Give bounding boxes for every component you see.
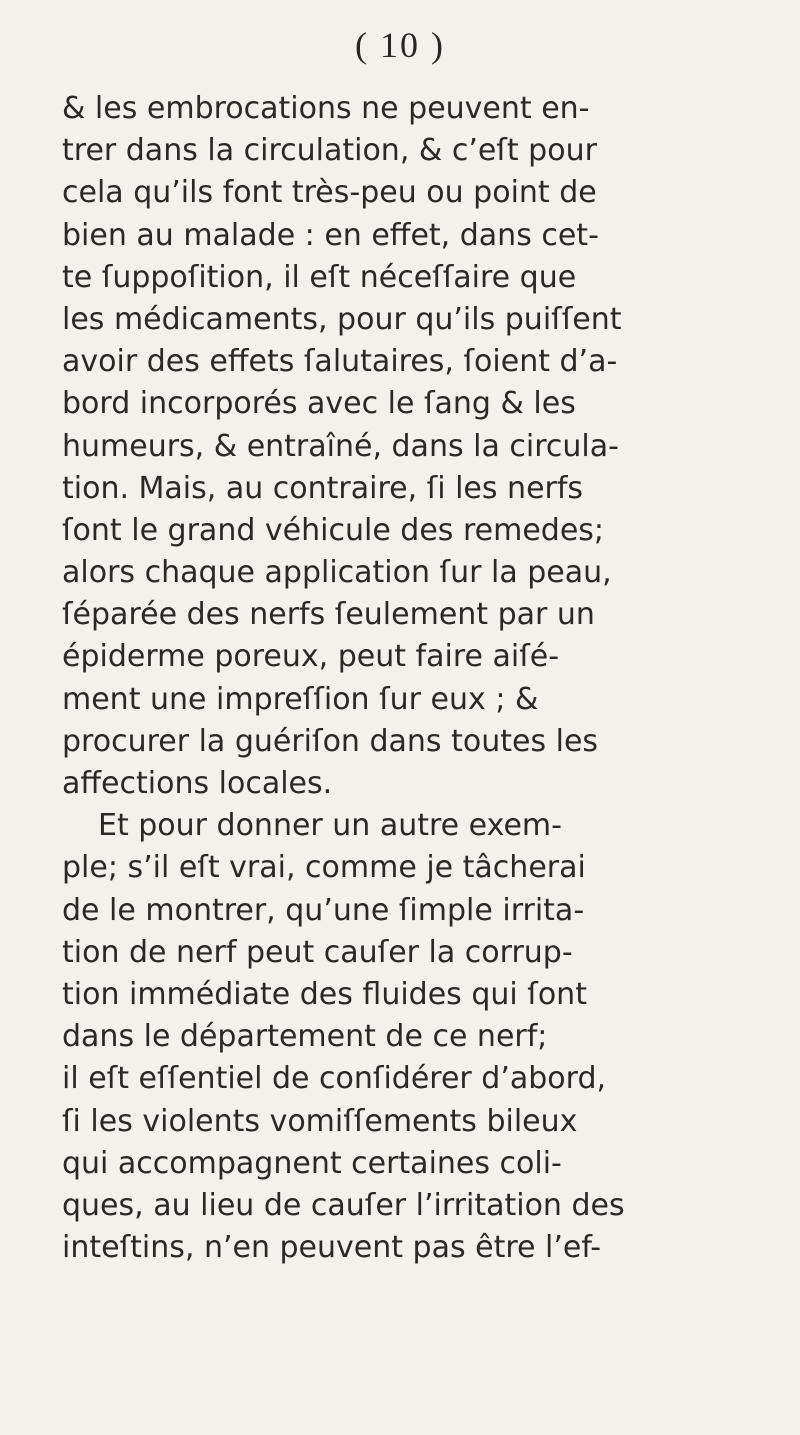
text-line: il eſt eſſentiel de conſidérer d’abord,: [62, 1061, 607, 1097]
text-line: cela qu’ils font très-peu ou point de: [62, 175, 597, 211]
text-line: te ſuppoſition, il eſt néceſſaire que: [62, 259, 577, 295]
text-line: tion. Mais, au contraire, ſi les nerfs: [62, 470, 584, 506]
text-line: alors chaque application ſur la peau,: [62, 555, 612, 591]
paragraph-start-line: Et pour donner un autre exem-: [98, 808, 562, 844]
text-line: dans le département de ce nerf;: [62, 1019, 548, 1055]
text-line: ſont le grand véhicule des remedes;: [62, 512, 605, 548]
text-line: tion immédiate des fluides qui ſont: [62, 976, 587, 1012]
text-line: inteſtins, n’en peuvent pas être l’ef-: [62, 1230, 602, 1266]
text-line: ment une impreſſion ſur eux ; &: [62, 681, 539, 717]
text-line: & les embrocations ne peuvent en-: [62, 91, 590, 126]
text-line: ple; s’il eſt vrai, comme je tâcherai: [62, 850, 586, 886]
text-line: de le montrer, qu’une ſimple irrita-: [62, 892, 585, 928]
body-text: [62, 88, 742, 1269]
text-line: procurer la guériſon dans toutes les: [62, 723, 599, 759]
text-line: ſéparée des nerfs ſeulement par un: [62, 597, 595, 633]
text-line: ques, au lieu de cauſer l’irritation des: [62, 1187, 625, 1223]
page-number: ( 10 ): [355, 25, 445, 65]
text-line: ſi les violents vomiſſements bileux: [62, 1103, 578, 1139]
text-line: tion de nerf peut cauſer la corrup-: [62, 934, 573, 970]
text-line: humeurs, & entraîné, dans la circula-: [62, 428, 619, 464]
text-line: bord incorporés avec le ſang & les: [62, 386, 576, 422]
text-line: avoir des effets ſalutaires, ſoient d’a-: [62, 344, 618, 380]
text-line: les médicaments, pour qu’ils puiſſent: [62, 301, 622, 337]
text-line: bien au malade : en effet, dans cet-: [62, 217, 599, 253]
text-line: épiderme poreux, peut faire aiſé-: [62, 639, 560, 675]
text-line: qui accompagnent certaines coli-: [62, 1145, 562, 1181]
text-line: affections locales.: [62, 766, 333, 801]
text-line: trer dans la circulation, & c’eſt pour: [62, 133, 597, 169]
